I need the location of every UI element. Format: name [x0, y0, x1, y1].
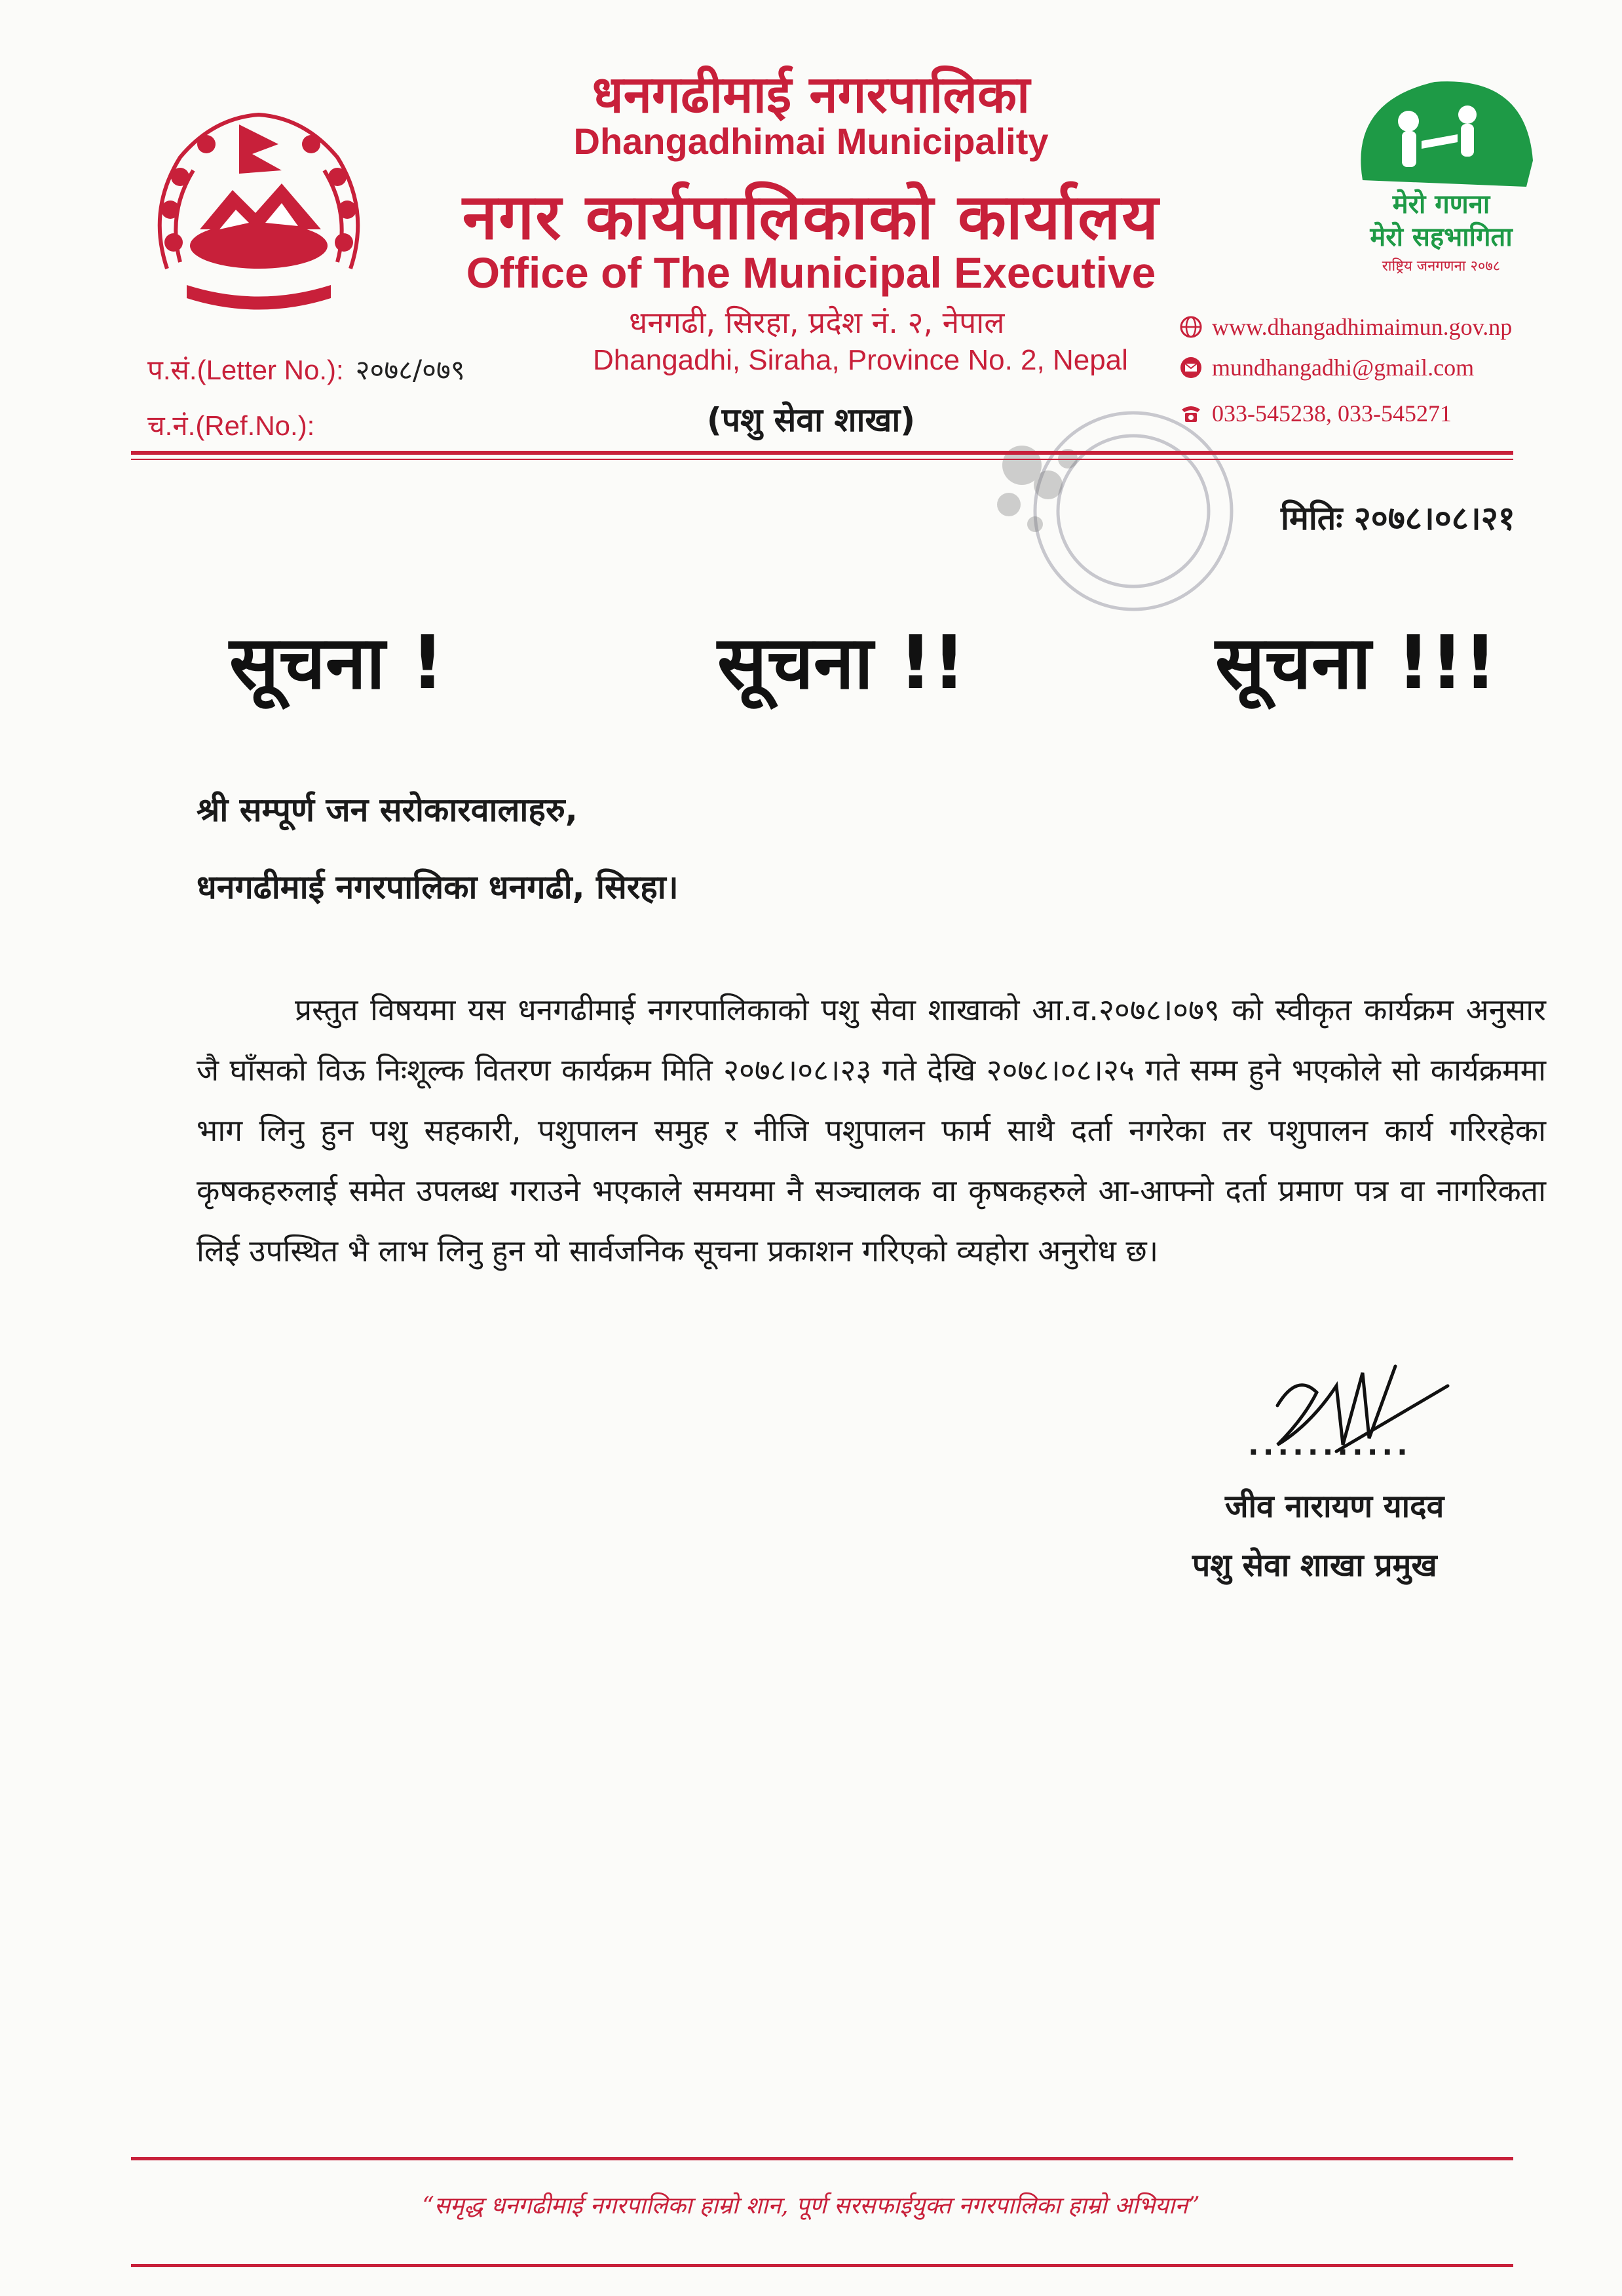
header-divider: [131, 451, 1513, 455]
address-np: धनगढी, सिरहा, प्रदेश नं. २, नेपाल: [629, 305, 1005, 340]
notice-body: प्रस्तुत विषयमा यस धनगढीमाई नगरपालिकाको पशु सेवा शाखाको आ.व.२०७८।०७९ को स्वीकृत कार्यक्रम अनुसार जै घाँसको विऊ निःशूल्क वितरण कार्यक्रम मिति २०७८।०८।२३ गते देखि २०७८।०८।२५ गते सम्म हुने भएकोले सो कार्यक्रममा भाग लिनु हुन पशु सहकारी, पशुपालन समुह र नीजि पशुपालन फार्म साथै दर्ता नगरेका तर पशुपालन कार्य गरिरहेका कृषकहरुलाई समेत उपलब्ध गराउने भएकाले समयमा नै सञ्चालक वा कृषकहरुले आ-आफ्नो दर्ता प्रमाण पत्र वा नागरिकता लिई उपस्थित भै लाभ लिनु हुन यो सार्वजनिक सूचना प्रकाशन गरिएको व्यहोरा अनुरोध छ।: [197, 992, 1546, 1269]
municipality-name-np: धनगढीमाई नगरपालिका: [592, 66, 1030, 124]
phone-number: 033-545238, 033-545271: [1212, 400, 1452, 427]
office-stamp-icon: [970, 387, 1245, 622]
census-logo-line1: मेरो गणना: [1392, 189, 1490, 220]
footer-divider-bottom: [131, 2264, 1513, 2267]
signer-name: जीव नारायण यादव: [1225, 1488, 1444, 1525]
office-title-np: नगर कार्यपालिकाको कार्यालय: [462, 180, 1160, 254]
addressee-line-2: धनगढीमाई नगरपालिका धनगढी, सिरहा।: [197, 868, 679, 906]
signer-title: पशु सेवा शाखा प्रमुख: [1192, 1547, 1437, 1584]
office-title-en: Office of The Municipal Executive: [466, 248, 1156, 297]
footer-motto: “समृद्ध धनगढीमाई नगरपालिका हाम्रो शान, पूर्ण सरसफाईयुक्त नगरपालिका हाम्रो अभियान”: [422, 2192, 1200, 2219]
notice-heading-1: सूचना !: [229, 621, 445, 706]
date-line: मितिः २०७८।०८।२१: [1281, 499, 1515, 537]
website-link[interactable]: www.dhangadhimaimun.gov.np: [1212, 314, 1513, 340]
notice-heading-3: सूचना !!!: [1215, 621, 1498, 706]
notice-heading-2: सूचना !!: [717, 621, 966, 706]
census-logo-line3: राष्ट्रिय जनगणना २०७८: [1382, 258, 1501, 275]
letter-no-label: प.सं.(Letter No.):: [147, 354, 344, 385]
census-logo-line2: मेरो सहभागिता: [1370, 222, 1513, 252]
letter-number-row: [147, 351, 465, 388]
email-row: [1179, 354, 1474, 381]
address-en: Dhangadhi, Siraha, Province No. 2, Nepal: [593, 344, 1128, 376]
ref-no-label: च.नं.(Ref.No.):: [147, 410, 315, 441]
addressee-line-1: श्री सम्पूर्ण जन सरोकारवालाहरु,: [197, 791, 578, 829]
header-divider-thin: [131, 459, 1513, 460]
signature-line: ...........: [1248, 1428, 1412, 1462]
letter-no-value: २०७८/०७९: [355, 354, 465, 386]
municipality-name-en: Dhangadhimai Municipality: [573, 121, 1049, 162]
email-link[interactable]: mundhangadhi@gmail.com: [1212, 354, 1475, 381]
globe-icon: [1179, 315, 1203, 339]
section-label: (पशु सेवा शाखा): [706, 401, 916, 439]
footer-divider-top: [131, 2157, 1513, 2160]
website-row: [1179, 313, 1512, 341]
email-icon: [1179, 356, 1203, 379]
